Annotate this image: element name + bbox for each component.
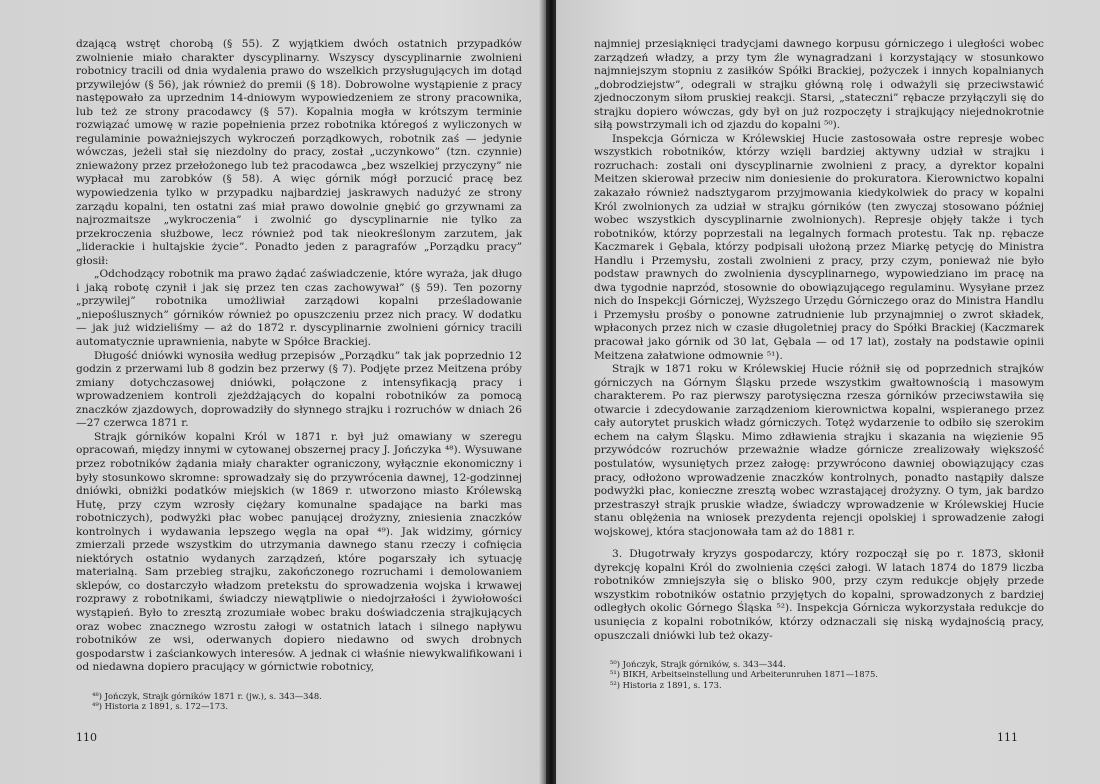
right-paragraph: Inspekcja Górnicza w Królewskiej Hucie zastosowała ostre represje wobec wszystkich robotników, którzy wzięli bardziej aktywny udział w strajku i rozruchach: zostali oni dyscyplinarnie zwolnieni z pracy, a dyrektor kopalni Meitzen skierował przeciw nim doniesienie do prokuratora. Kierownictwo kopalni zakazało również nadsztygarom przyjmowania kiedykolwiek do pracy w kopalni Król zwolnionych za udział w strajku górników (ten zwyczaj stosowano później wobec wszystkich dyscyplinarnie zwolnionych). Represje objęły także i tych robotników, którzy poprzestali na legalnych formach protestu. Tak np. rębacze Kaczmarek i Gębala, którzy podpisali ułożoną przez Miarkę petycję do Ministra Handlu i Przemysłu, zostali zwolnieni z pracy, przy czym, ponieważ nie było podstaw prawnych do zwolnienia dyscyplinarnego, wypowiedziano im pracę na dwa tygodnie naprzód, stosownie do obowiązującego regulaminu. Wysyłane przez nich do Inspekcji Górniczej, Wyższego Urzędu Górniczego oraz do Ministra Handlu i Przemysłu prośby o ponowne zatrudnienie lub przynajmniej o zwrot składek, wpłaconych przez nich w czasie długoletniej pracy do Spółki Brackiej (Kaczmarek pracował jako górnik od 30 lat, Gębala — od 17 lat), zostały na podstawie opinii Meitzena załatwione odmownie ⁵¹). [594, 132, 1044, 362]
left-footnotes [92, 691, 522, 712]
right-footnotes [610, 659, 1044, 690]
right-paragraph: najmniej przesiąknięci tradycjami dawnego korpusu górniczego i uległości wobec zarządzeń władzy, a przy tym źle wynagradzani i korzystający w stosunkowo najmniejszym stopniu z zasiłków Spółki Brackiej, pożyczek i innych kopalnianych „dobrodziejstw”, odegrali w strajku główną rolę i odważyli się przeciwstawić zjednoczonym siłom pruskiej reakcji. Starsi, „stateczni” rębacze przyłączyli się do strajku dopiero wówczas, gdy był on już rozpoczęty i strajkujący niejednokrotnie siłą powstrzymali ich od zjazdu do kopalni ⁵⁰). [594, 38, 1044, 132]
book-gutter [546, 0, 556, 784]
footnote: ⁴⁹) Historia z 1891, s. 172—173. [92, 701, 229, 712]
left-paragraph: dzającą wstręt chorobą (§ 55). Z wyjątkiem dwóch ostatnich przypadków zwolnienie miało charakter dyscyplinarny. Wszyscy dyscyplinarnie zwolnieni robotnicy tracili od dnia wydalenia prawo do wszelkich przysługujących im dotąd przywilejów (§ 56), jak również do premii (§ 18). Dobrowolne wystąpienie z pracy następowało za uprzednim 14-dniowym wypowiedzeniem ze strony pracownika, lub też ze strony pracodawcy (§ 57). Kopalnia mogła w krótszym terminie rozwiązać umowę w razie popełnienia przez robotnika któregoś z wyliczonych w regulaminie poważniejszych wykroczeń porządkowych, robotnik zaś — jedynie wówczas, jeżeli stał się niezdolny do pracy, został „uczynkowo” (tzn. czynnie) znieważony przez przełożonego lub też pracodawca „bez wszelkiej przyczyny” nie wypłacał mu zarobków (§ 58). A więc górnik mógł porzucić pracę bez wypowiedzenia tylko w przypadku najbardziej jaskrawych nadużyć ze strony zarządu kopalni, ten ostatni zaś miał prawo dowolnie gnębić go grzywnami za najrozmaitsze „wykroczenia” i zwolnić go dyscyplinarnie nie tylko za przekroczenia służbowe, lecz również pod tak nieokreślonym zarzutem, jak „liderackie i hultajskie życie”. Ponadto jeden z paragrafów „Porządku pracy” głosił: [76, 38, 522, 267]
right-page-body [594, 38, 1044, 643]
page-number: 110 [76, 731, 97, 744]
left-page [0, 0, 546, 784]
left-paragraph: Długość dniówki wynosiła według przepisów „Porządku” tak jak poprzednio 12 godzin z przerwami lub 8 godzin bez przerwy (§ 7). Podjęte przez Meitzena próby zmiany dotychczasowej dniówki, połączone z intensyfikacją pracy i wprowadzeniem kontroli zjeżdżających do kopalni robotników za pomocą znaczków zjazdowych, doprowadziły do słynnego strajku i rozruchów w dniach 26—27 czerwca 1871 r. [76, 349, 522, 430]
right-paragraph: Strajk w 1871 roku w Królewskiej Hucie różnił się od poprzednich strajków górniczych na Górnym Śląsku przede wszystkim gwałtownością i masowym charakterem. Po raz pierwszy parotysięczna rzesza górników przeciwstawiła się otwarcie i zdecydowanie zarządzeniom kierownictwa kopalni, wspieranego przez cały autorytet pruskich władz górniczych. Totęż wydarzenie to odbiło się szerokim echem na całym Śląsku. Mimo zdławienia strajku i skazania na więzienie 95 przywódców rozruchów przeważnie władze górnicze zrealizowały większość postulatów, wysuniętych przez załogę: przywrócono dawniej obowiązujący czas pracy, odłożono wprowadzenie znaczków kontrolnych, ponadto nastąpiły dalsze podwyżki płac, konieczne zresztą wobec wzrastającej drożyzny. O tym, jak bardzo przestraszył strajk pruskie władze, świadczy wprowadzenie w Królewskiej Hucie stanu oblężenia na wniosek prezydenta rejencji opolskiej i sprowadzenie załogi wojskowej, która stacjonowała tam aż do 1881 r. [594, 363, 1044, 538]
left-paragraph: „Odchodzący robotnik ma prawo żądać zaświadczenie, które wyraża, jak długo i jaką robotę czynił i jak się przez ten czas zachowywał” (§ 59). Ten pozorny „przywilej” robotnika umożliwiał zarządowi kopalni prześladowanie „niepoślusznych” górników również po opuszczeniu przez nich pracy. W dodatku — jak już widzieliśmy — aż do 1872 r. dyscyplinarnie zwolnieni górnicy tracili automatycznie uprawnienia, nabyte w Spółce Brackiej. [76, 268, 522, 349]
section-paragraph: 3. Długotrwały kryzys gospodarczy, który rozpoczął się po r. 1873, skłonił dyrekcję kopalni Król do zwolnienia części załogi. W latach 1874 do 1879 liczba robotników zmniejszyła się o blisko 900, przy czym redukcje objęły przede wszystkim robotników ostatnio przyjętych do kopalni, sprowadzonych z bardziej odległych okolic Górnego Śląska ⁵²). Inspekcja Górnicza wykorzystała redukcje do usunięcia z kopalni robotników, którzy odznaczali się niską wydajnością pracy, opuszczali dniówki lub też okazy- [594, 548, 1044, 642]
left-page-body [76, 38, 522, 675]
right-page [556, 0, 1100, 784]
footnote: ⁵¹) BIKH, Arbeitseinstellung und Arbeiterunruhen 1871—1875. [610, 669, 878, 680]
left-paragraph: Strajk górników kopalni Król w 1871 r. był już omawiany w szeregu opracowań, między innymi w cytowanej obszernej pracy J. Jończyka ⁴⁸). Wysuwane przez robotników żądania miały charakter ograniczony, wyłącznie ekonomiczny i były stosunkowo skromne: sprowadzały się do przywrócenia dawnej, 12-godzinnej dniówki, obniżki podatków miejskich (w 1869 r. utworzono miasto Królewską Hutę, przy czym wzrosły ciężary komunalne spadające na barki mas robotniczych), podwyżki płac wobec panującej drożyzny, zniesienia znaczków kontrolnych i wydawania lepszego węgla na opał ⁴⁹). Jak widzimy, górnicy zmierzali przede wszystkim do utrzymania dawnego stanu rzeczy i cofnięcia niektórych ostatnio wydanych zarządzeń, które pogarszały ich sytuację materialną. Sam przebieg strajku, zakończonego rozruchami i demolowaniem sklepów, co dostarczyło władzom pretekstu do sprowadzenia wojska i krwawej rozprawy z robotnikami, świadczy niewątpliwie o niedojrzałości i żywiołowości wystąpień. Było to zresztą zrozumiałe wobec braku doświadczenia strajkujących oraz wobec znacznego wzrostu załogi w ostatnich latach i silnego napływu robotników ze wsi, oderwanych dopiero niedawno od swych drobnych gospodarstw i zaściankowych interesów. A jednak ci właśnie niewykwalifikowani i od niedawna dopiero pracujący w górnictwie robotnicy, [76, 430, 522, 674]
footnote: ⁵²) Historia z 1891, s. 173. [610, 679, 722, 690]
page-number: 111 [997, 731, 1018, 744]
footnote: ⁵⁰) Jończyk, Strajk górników, s. 343—344. [610, 659, 786, 670]
footnote: ⁴⁸) Jończyk, Strajk górników 1871 r. (jw.), s. 343—348. [92, 690, 322, 701]
